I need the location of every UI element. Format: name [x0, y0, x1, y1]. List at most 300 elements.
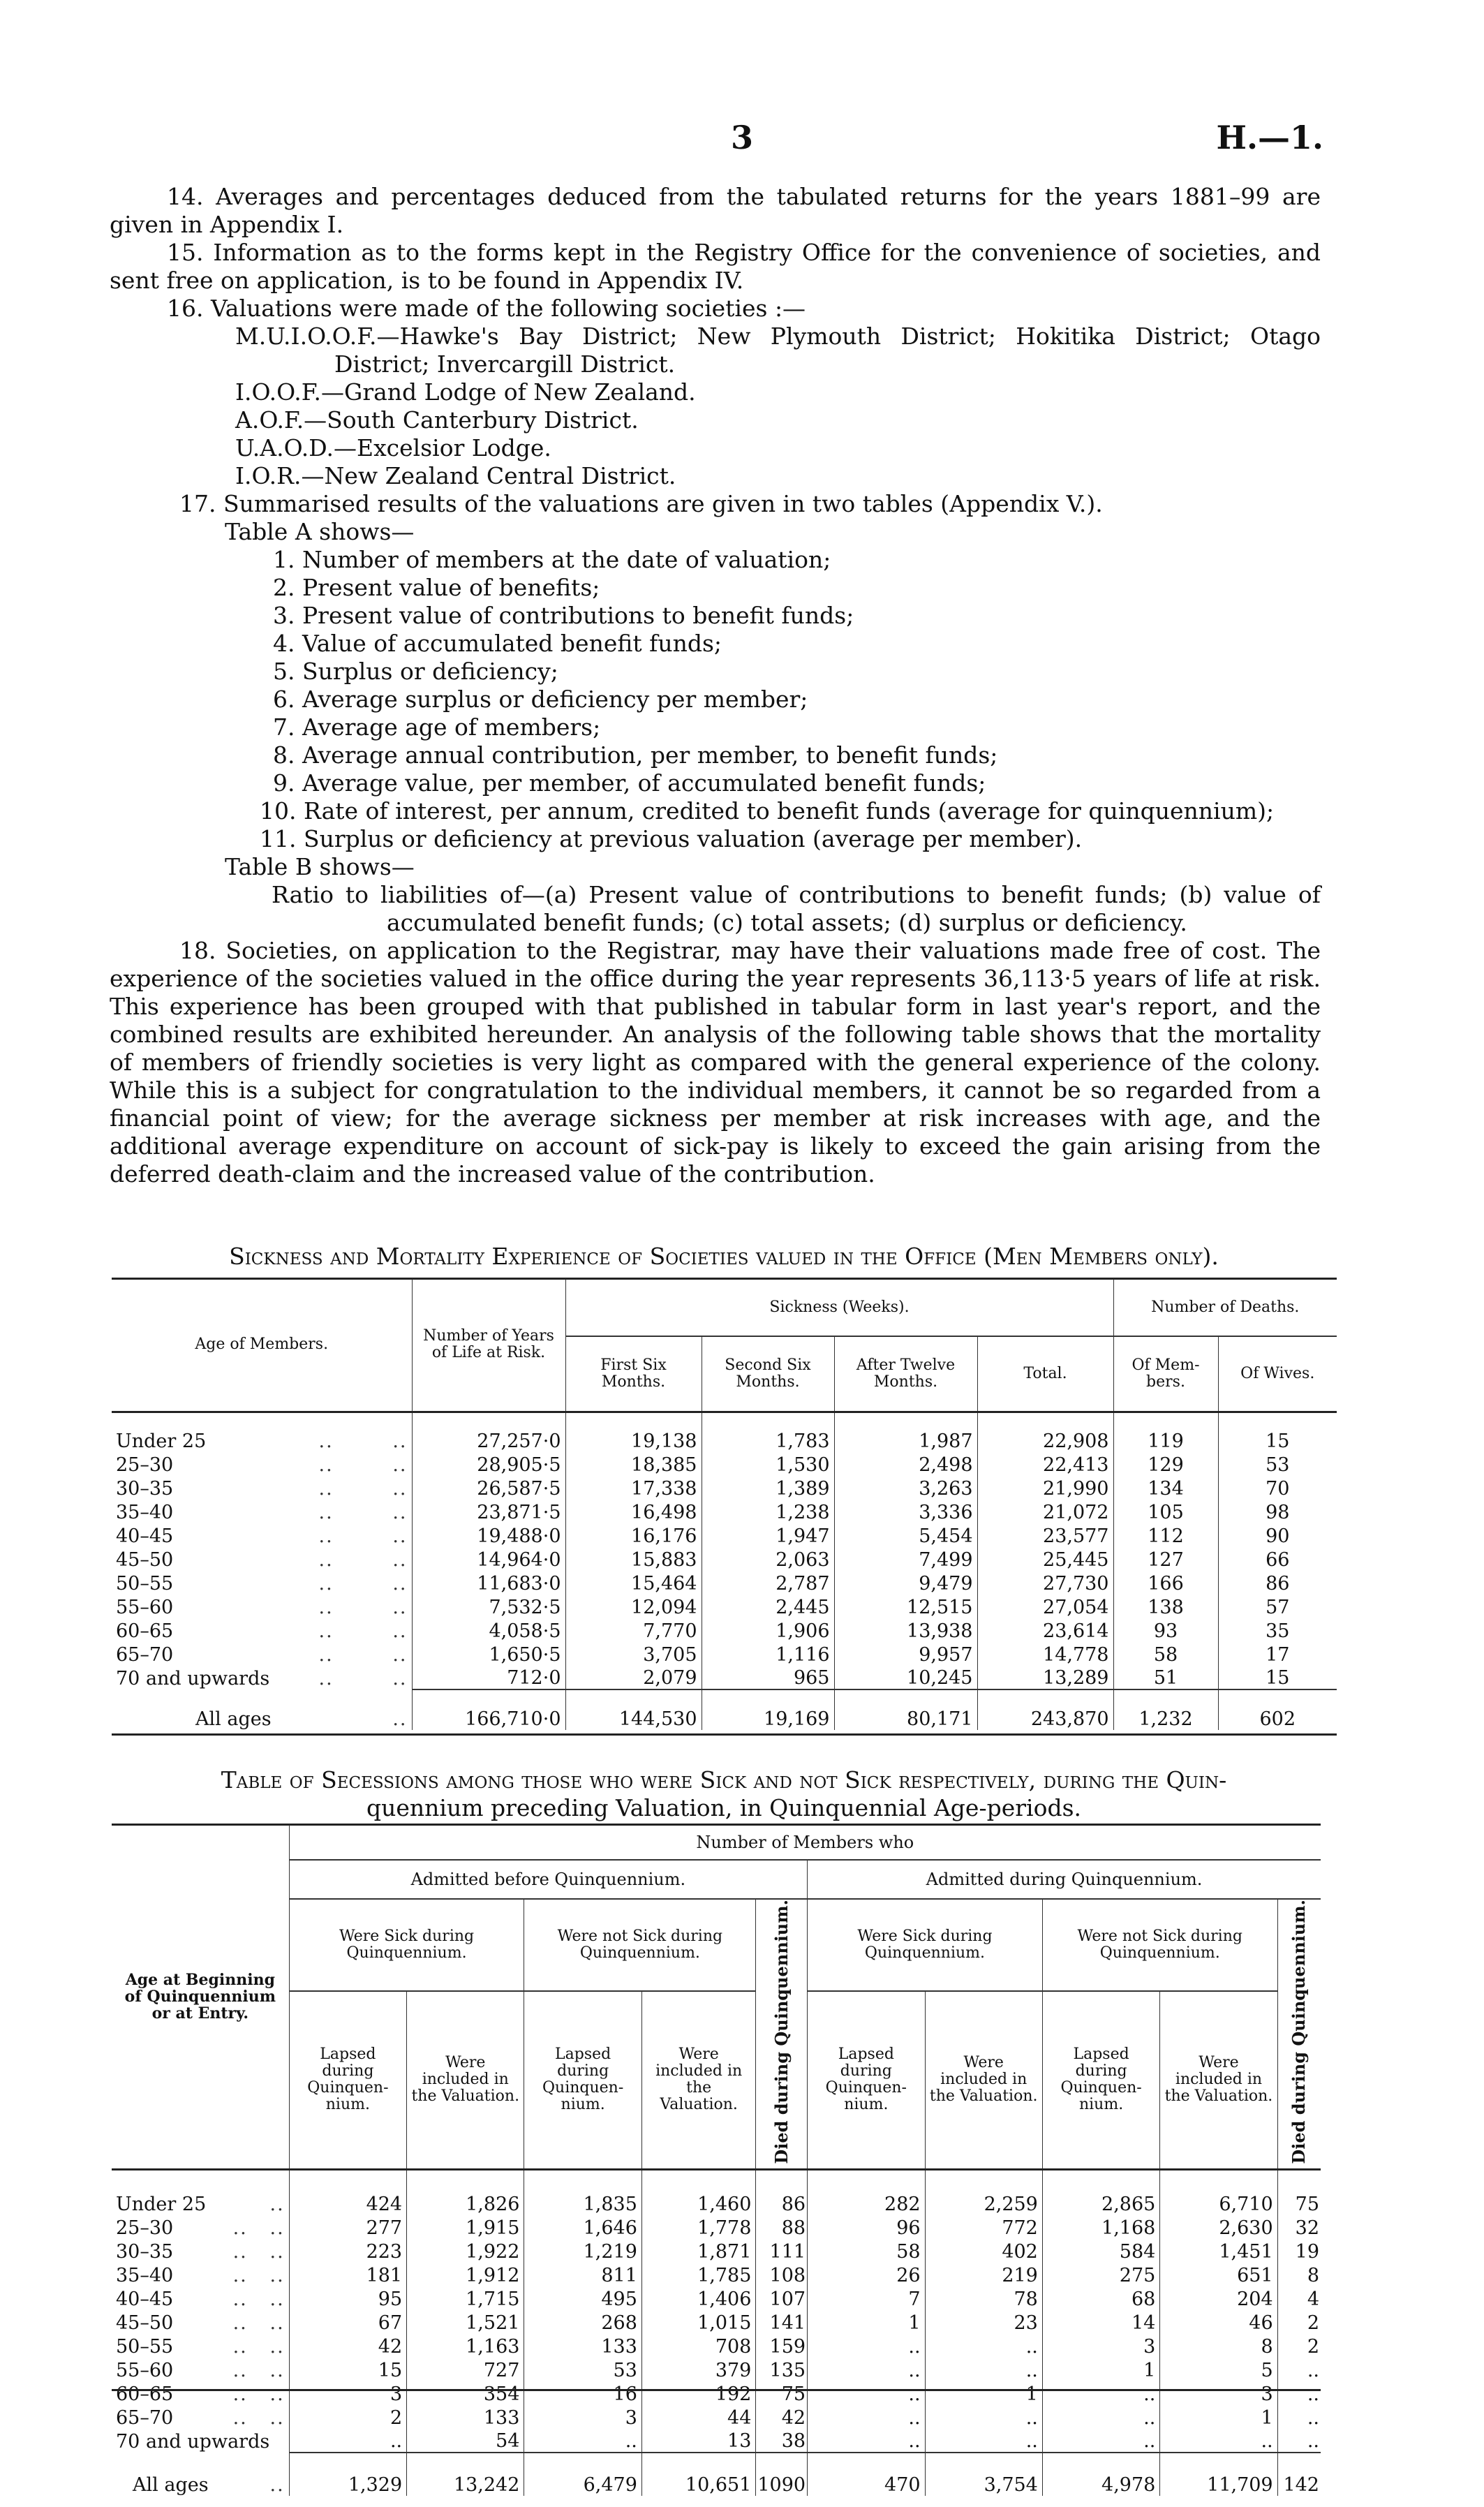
- value-cell: 6,710: [1160, 2169, 1277, 2215]
- leader-dots: .. ..: [318, 1525, 408, 1547]
- leader-dots: .. ..: [232, 2336, 285, 2358]
- age-cell: [112, 1500, 412, 1523]
- value-cell: 1: [925, 2381, 1042, 2405]
- of-members-cell: 105: [1113, 1500, 1218, 1523]
- age-label: 40–45: [116, 1525, 174, 1547]
- col-group-were-not-sick: Were not Sick during Quinquennium.: [1042, 1899, 1277, 1991]
- leader-dots: .. ..: [318, 1502, 408, 1523]
- table-row: [112, 1523, 1337, 1547]
- of-wives-cell: 53: [1218, 1452, 1337, 1476]
- table-row: [112, 2239, 1321, 2263]
- totals-row: [112, 1689, 1337, 1730]
- value-cell: ..: [1160, 2429, 1277, 2453]
- value-cell: 13,242: [407, 2453, 524, 2496]
- sickness-table: [112, 1279, 1337, 1730]
- total-cell: 22,413: [977, 1452, 1113, 1476]
- table-row: [112, 1618, 1337, 1642]
- list-item: 10. Rate of interest, per annum, credited to benefit funds (average for quinquennium);: [260, 797, 1275, 824]
- list-item: 8. Average annual contribution, per member, to benefit funds;: [273, 741, 998, 769]
- value-cell: ..: [808, 2381, 925, 2405]
- first-six-cell: 7,770: [565, 1618, 702, 1642]
- value-cell: 15: [289, 2358, 406, 2381]
- leader-dots: .. ..: [318, 1549, 408, 1571]
- died-cell: ..: [1277, 2381, 1321, 2405]
- value-cell: 424: [289, 2169, 406, 2215]
- age-cell: [112, 1476, 412, 1500]
- years-cell: 19,488·0: [412, 1523, 565, 1547]
- age-cell: [112, 2405, 289, 2429]
- value-cell: 1,168: [1042, 2215, 1159, 2239]
- second-six-cell: 1,116: [702, 1642, 834, 1666]
- after-twelve-cell: 3,336: [834, 1500, 977, 1523]
- age-label: 45–50: [116, 2312, 174, 2335]
- value-cell: 1,163: [407, 2334, 524, 2358]
- value-cell: 1,835: [524, 2169, 641, 2215]
- col-header-of-wives: Of Wives.: [1218, 1336, 1337, 1412]
- total-cell: 21,990: [977, 1476, 1113, 1500]
- age-cell: [112, 2239, 289, 2263]
- leader-dots: .. ..: [318, 1620, 408, 1642]
- col-header-age: Age of Members.: [195, 1336, 329, 1354]
- first-six-cell: 16,498: [565, 1500, 702, 1523]
- age-label: 55–60: [116, 1597, 174, 1618]
- society-item: I.O.R.—New Zealand Central District.: [235, 462, 676, 489]
- of-members-cell: 134: [1113, 1476, 1218, 1500]
- leader-dots: .. ..: [232, 2265, 285, 2287]
- body-text: [110, 183, 1321, 1188]
- years-cell: 712·0: [412, 1666, 565, 1689]
- value-cell: 53: [524, 2358, 641, 2381]
- table-b-text: Ratio to liabilities of—(a) Present value of contributions to benefit funds; (b) value of accumulated benefit funds; (c) total assets; (d) surplus or deficiency.: [272, 881, 1321, 936]
- leader-dots: .. ..: [232, 2241, 285, 2263]
- society-item: I.O.O.F.—Grand Lodge of New Zealand.: [235, 378, 696, 406]
- table-row: [112, 1476, 1337, 1500]
- value-cell: 1,406: [641, 2286, 755, 2310]
- of-members-cell: 138: [1113, 1595, 1218, 1618]
- value-cell: 1: [808, 2310, 925, 2334]
- total-cell: 23,577: [977, 1523, 1113, 1547]
- first-six-cell: 144,530: [565, 1689, 702, 1730]
- leader-dots: ..: [269, 2474, 285, 2497]
- table-bottom-rule: [112, 1733, 1337, 1736]
- leader-dots: .. ..: [318, 1430, 408, 1452]
- col-group-sickness: Sickness (Weeks).: [565, 1279, 1113, 1336]
- value-cell: 3: [524, 2405, 641, 2429]
- col-header-of-members: Of Mem-bers.: [1113, 1336, 1218, 1412]
- value-cell: 46: [1160, 2310, 1277, 2334]
- value-cell: 708: [641, 2334, 755, 2358]
- col-header-first-six: First Six Months.: [565, 1336, 702, 1412]
- age-cell: [112, 2453, 289, 2496]
- col-header-died: [1277, 1899, 1321, 2169]
- leader-dots: .. ..: [232, 2312, 285, 2335]
- table-row: [112, 2334, 1321, 2358]
- list-item: 4. Value of accumulated benefit funds;: [273, 630, 722, 657]
- table-bottom-rule: [112, 2389, 1321, 2391]
- of-members-cell: 119: [1113, 1412, 1218, 1452]
- age-label: 55–60: [116, 2360, 174, 2382]
- died-cell: 32: [1277, 2215, 1321, 2239]
- value-cell: 651: [1160, 2263, 1277, 2286]
- died-cell: ..: [1277, 2405, 1321, 2429]
- after-twelve-cell: 9,957: [834, 1642, 977, 1666]
- col-header-lapsed: Lapsed during Quinquen-nium.: [1042, 1991, 1159, 2169]
- leader-dots: .. ..: [232, 2383, 285, 2406]
- value-cell: 1,329: [289, 2453, 406, 2496]
- total-cell: 25,445: [977, 1547, 1113, 1571]
- value-cell: 68: [1042, 2286, 1159, 2310]
- age-label: 45–50: [116, 1549, 174, 1571]
- society-item: U.A.O.D.—Excelsior Lodge.: [235, 434, 551, 461]
- second-six-cell: 1,783: [702, 1412, 834, 1452]
- second-six-cell: 1,530: [702, 1452, 834, 1476]
- value-cell: 1: [1160, 2405, 1277, 2429]
- age-label: 70 and upwards: [116, 1668, 270, 1689]
- of-wives-cell: 15: [1218, 1666, 1337, 1689]
- leader-dots: .. ..: [318, 1454, 408, 1476]
- years-cell: 28,905·5: [412, 1452, 565, 1476]
- value-cell: 2,630: [1160, 2215, 1277, 2239]
- value-cell: 26: [808, 2263, 925, 2286]
- died-cell: 159: [756, 2334, 808, 2358]
- value-cell: 1,521: [407, 2310, 524, 2334]
- age-label: 65–70: [116, 1644, 174, 1666]
- col-header-total: Total.: [977, 1336, 1113, 1412]
- died-cell: 108: [756, 2263, 808, 2286]
- col-header-included: Were included in the Valuation.: [641, 1991, 755, 2169]
- col-header-lapsed: Lapsed during Quinquen-nium.: [289, 1991, 406, 2169]
- value-cell: ..: [1042, 2429, 1159, 2453]
- value-cell: ..: [925, 2405, 1042, 2429]
- document-code: H.—1.: [1216, 119, 1323, 156]
- paragraph-18: 18. Societies, on application to the Registrar, may have their valuations made free of cost. The experience of the societies valued in the office during the year represents 36,113·5 years of life at risk. This experience has been grouped with that published in tabular form in last year's report, and the combined results are exhibited hereunder. An analysis of the following table shows that the mortality of members of friendly societies is very light as compared with the general experience of the colony. While this is a subject for congratulation to the individual members, it cannot be so regarded from a financial point of view; for the average sickness per member at risk increases with age, and the additional average expenditure on account of sick-pay is likely to exceed the gain arising from the deferred death-claim and the increased value of the contribution.: [110, 937, 1321, 1188]
- value-cell: 2,259: [925, 2169, 1042, 2215]
- first-six-cell: 15,464: [565, 1571, 702, 1595]
- value-cell: 67: [289, 2310, 406, 2334]
- total-cell: 14,778: [977, 1642, 1113, 1666]
- age-cell: [112, 1689, 412, 1730]
- of-members-cell: 1,232: [1113, 1689, 1218, 1730]
- list-item: 11. Surplus or deficiency at previous valuation (average per member).: [260, 825, 1083, 852]
- value-cell: 44: [641, 2405, 755, 2429]
- age-cell: [112, 2169, 289, 2215]
- age-label: 60–65: [116, 2383, 174, 2406]
- value-cell: 402: [925, 2239, 1042, 2263]
- value-cell: 1,778: [641, 2215, 755, 2239]
- of-wives-cell: 86: [1218, 1571, 1337, 1595]
- of-wives-cell: 15: [1218, 1412, 1337, 1452]
- col-header-died-label: Died during Quinquennium.: [771, 1900, 792, 2164]
- died-cell: 86: [756, 2169, 808, 2215]
- value-cell: 1,785: [641, 2263, 755, 2286]
- total-cell: 13,289: [977, 1666, 1113, 1689]
- value-cell: ..: [524, 2429, 641, 2453]
- table-row: [112, 1500, 1337, 1523]
- died-cell: 19: [1277, 2239, 1321, 2263]
- after-twelve-cell: 7,499: [834, 1547, 977, 1571]
- leader-dots: .. ..: [318, 1644, 408, 1666]
- of-wives-cell: 57: [1218, 1595, 1337, 1618]
- col-header-included: Were included in the Valuation.: [407, 1991, 524, 2169]
- died-cell: 1090: [756, 2453, 808, 2496]
- of-wives-cell: 17: [1218, 1642, 1337, 1666]
- total-cell: 22,908: [977, 1412, 1113, 1452]
- of-wives-cell: 98: [1218, 1500, 1337, 1523]
- after-twelve-cell: 12,515: [834, 1595, 977, 1618]
- age-label: 25–30: [116, 2217, 174, 2240]
- age-cell: [112, 2215, 289, 2239]
- table-row: [112, 1412, 1337, 1452]
- list-item: 1. Number of members at the date of valuation;: [273, 546, 831, 573]
- total-cell: 21,072: [977, 1500, 1113, 1523]
- value-cell: ..: [289, 2429, 406, 2453]
- age-label: 40–45: [116, 2288, 174, 2311]
- years-cell: 4,058·5: [412, 1618, 565, 1642]
- died-cell: 4: [1277, 2286, 1321, 2310]
- first-six-cell: 2,079: [565, 1666, 702, 1689]
- value-cell: ..: [808, 2358, 925, 2381]
- table-row: [112, 1595, 1337, 1618]
- age-label: 30–35: [116, 2241, 174, 2263]
- age-cell: [112, 1595, 412, 1618]
- first-six-cell: 12,094: [565, 1595, 702, 1618]
- value-cell: 379: [641, 2358, 755, 2381]
- age-cell: [112, 2334, 289, 2358]
- value-cell: 4,978: [1042, 2453, 1159, 2496]
- second-six-cell: 2,063: [702, 1547, 834, 1571]
- value-cell: 42: [289, 2334, 406, 2358]
- after-twelve-cell: 5,454: [834, 1523, 977, 1547]
- value-cell: ..: [1042, 2381, 1159, 2405]
- first-six-cell: 15,883: [565, 1547, 702, 1571]
- after-twelve-cell: 10,245: [834, 1666, 977, 1689]
- value-cell: 1,451: [1160, 2239, 1277, 2263]
- value-cell: 133: [524, 2334, 641, 2358]
- second-six-cell: 965: [702, 1666, 834, 1689]
- value-cell: 470: [808, 2453, 925, 2496]
- list-item: 3. Present value of contributions to benefit funds;: [273, 602, 854, 629]
- value-cell: 6,479: [524, 2453, 641, 2496]
- value-cell: 1,646: [524, 2215, 641, 2239]
- sickness-table-body: [112, 1412, 1337, 1730]
- value-cell: 8: [1160, 2334, 1277, 2358]
- col-header-second-six: Second Six Months.: [702, 1336, 834, 1412]
- total-cell: 23,614: [977, 1618, 1113, 1642]
- value-cell: ..: [1042, 2405, 1159, 2429]
- value-cell: 2,865: [1042, 2169, 1159, 2215]
- secessions-table-title-line1: Table of Secessions among those who were Sick and not Sick respectively, during the Quin-: [221, 1766, 1227, 1794]
- age-cell: [112, 2429, 289, 2453]
- table-row: [112, 2169, 1321, 2215]
- table-row: [112, 1642, 1337, 1666]
- value-cell: 13: [641, 2429, 755, 2453]
- value-cell: 11,709: [1160, 2453, 1277, 2496]
- secessions-table: [112, 1825, 1321, 2496]
- after-twelve-cell: 80,171: [834, 1689, 977, 1730]
- table-row: [112, 2286, 1321, 2310]
- value-cell: 192: [641, 2381, 755, 2405]
- table-row: [112, 2405, 1321, 2429]
- value-cell: 3: [1042, 2334, 1159, 2358]
- paragraph-16-intro: 16. Valuations were made of the following societies :—: [167, 295, 806, 322]
- table-a-list: [110, 546, 1321, 853]
- age-label: 35–40: [116, 1502, 174, 1523]
- total-cell: 27,730: [977, 1571, 1113, 1595]
- value-cell: 7: [808, 2286, 925, 2310]
- died-cell: 38: [756, 2429, 808, 2453]
- col-group-admitted-before: Admitted before Quinquennium.: [289, 1860, 807, 1899]
- col-group-were-sick: Were Sick during Quinquennium.: [289, 1899, 524, 1991]
- table-row: [112, 2310, 1321, 2334]
- table-row: [112, 2429, 1321, 2453]
- second-six-cell: 1,906: [702, 1618, 834, 1642]
- table-row: [112, 1571, 1337, 1595]
- age-label: Under 25: [116, 2194, 207, 2216]
- years-cell: 23,871·5: [412, 1500, 565, 1523]
- after-twelve-cell: 9,479: [834, 1571, 977, 1595]
- of-wives-cell: 70: [1218, 1476, 1337, 1500]
- table-row: [112, 2263, 1321, 2286]
- value-cell: 14: [1042, 2310, 1159, 2334]
- age-label: All ages: [133, 2474, 209, 2497]
- table-b-label: Table B shows—: [225, 853, 415, 880]
- value-cell: 204: [1160, 2286, 1277, 2310]
- value-cell: 78: [925, 2286, 1042, 2310]
- second-six-cell: 1,389: [702, 1476, 834, 1500]
- age-cell: [112, 1523, 412, 1547]
- value-cell: 1,715: [407, 2286, 524, 2310]
- age-cell: [112, 2358, 289, 2381]
- died-cell: 75: [1277, 2169, 1321, 2215]
- society-item: M.U.I.O.O.F.—Hawke's Bay District; New Plymouth District; Hokitika District; Otago District; Invercargill District.: [235, 323, 1321, 378]
- value-cell: ..: [808, 2405, 925, 2429]
- value-cell: 282: [808, 2169, 925, 2215]
- table-row: [112, 2381, 1321, 2405]
- value-cell: 1: [1042, 2358, 1159, 2381]
- age-cell: [112, 1618, 412, 1642]
- of-members-cell: 51: [1113, 1666, 1218, 1689]
- died-cell: 75: [756, 2381, 808, 2405]
- col-group-were-sick: Were Sick during Quinquennium.: [808, 1899, 1043, 1991]
- of-wives-cell: 35: [1218, 1618, 1337, 1642]
- years-cell: 27,257·0: [412, 1412, 565, 1452]
- value-cell: 23: [925, 2310, 1042, 2334]
- secessions-table-body: [112, 2169, 1321, 2496]
- first-six-cell: 17,338: [565, 1476, 702, 1500]
- sickness-table-title: Sickness and Mortality Experience of Societies valued in the Office (Men Members only).: [229, 1243, 1219, 1270]
- value-cell: 772: [925, 2215, 1042, 2239]
- value-cell: 1,922: [407, 2239, 524, 2263]
- years-cell: 7,532·5: [412, 1595, 565, 1618]
- value-cell: 3: [1160, 2381, 1277, 2405]
- table-row: [112, 1666, 1337, 1689]
- of-wives-cell: 90: [1218, 1523, 1337, 1547]
- value-cell: 16: [524, 2381, 641, 2405]
- list-item: 6. Average surplus or deficiency per member;: [273, 686, 808, 713]
- died-cell: 107: [756, 2286, 808, 2310]
- value-cell: 54: [407, 2429, 524, 2453]
- value-cell: 5: [1160, 2358, 1277, 2381]
- of-members-cell: 127: [1113, 1547, 1218, 1571]
- of-members-cell: 112: [1113, 1523, 1218, 1547]
- died-cell: 2: [1277, 2334, 1321, 2358]
- died-cell: 142: [1277, 2453, 1321, 2496]
- age-label: 70 and upwards: [116, 2431, 270, 2453]
- value-cell: 1,219: [524, 2239, 641, 2263]
- age-label: 50–55: [116, 1573, 174, 1595]
- age-label: Under 25: [116, 1430, 207, 1452]
- col-header-died-label: Died during Quinquennium.: [1289, 1900, 1309, 2164]
- page-number: 3: [730, 119, 753, 156]
- value-cell: ..: [925, 2429, 1042, 2453]
- first-six-cell: 3,705: [565, 1642, 702, 1666]
- died-cell: ..: [1277, 2429, 1321, 2453]
- age-cell: [112, 1642, 412, 1666]
- leader-dots: .. ..: [318, 1478, 408, 1500]
- after-twelve-cell: 13,938: [834, 1618, 977, 1642]
- col-header-lapsed: Lapsed during Quinquen-nium.: [524, 1991, 641, 2169]
- of-wives-cell: 66: [1218, 1547, 1337, 1571]
- col-group-were-not-sick: Were not Sick during Quinquennium.: [524, 1899, 756, 1991]
- col-header-age-at-beginning: Age at Beginning of Quinquennium or at Entry.: [124, 1970, 276, 2022]
- age-cell: [112, 1666, 412, 1689]
- leader-dots: ..: [269, 2194, 285, 2216]
- value-cell: ..: [808, 2429, 925, 2453]
- value-cell: 354: [407, 2381, 524, 2405]
- died-cell: 2: [1277, 2310, 1321, 2334]
- value-cell: 2: [289, 2405, 406, 2429]
- value-cell: 1,912: [407, 2263, 524, 2286]
- table-row: [112, 1547, 1337, 1571]
- value-cell: ..: [925, 2334, 1042, 2358]
- value-cell: 1,871: [641, 2239, 755, 2263]
- value-cell: 58: [808, 2239, 925, 2263]
- value-cell: 10,651: [641, 2453, 755, 2496]
- col-header-after-twelve: After Twelve Months.: [834, 1336, 977, 1412]
- col-header-died: [756, 1899, 808, 2169]
- list-item: 7. Average age of members;: [273, 713, 601, 741]
- died-cell: 141: [756, 2310, 808, 2334]
- value-cell: 811: [524, 2263, 641, 2286]
- totals-row: [112, 2453, 1321, 2496]
- of-members-cell: 58: [1113, 1642, 1218, 1666]
- age-cell: [112, 1547, 412, 1571]
- total-cell: 243,870: [977, 1689, 1113, 1730]
- age-label: 50–55: [116, 2336, 174, 2358]
- after-twelve-cell: 2,498: [834, 1452, 977, 1476]
- col-group-members-who: Number of Members who: [289, 1825, 1321, 1860]
- leader-dots: .. ..: [318, 1573, 408, 1595]
- of-members-cell: 93: [1113, 1618, 1218, 1642]
- age-cell: [112, 2286, 289, 2310]
- table-row: [112, 1452, 1337, 1476]
- leader-dots: .. ..: [232, 2217, 285, 2240]
- age-cell: [112, 2310, 289, 2334]
- society-item: A.O.F.—South Canterbury District.: [235, 406, 639, 434]
- died-cell: 88: [756, 2215, 808, 2239]
- age-label: 25–30: [116, 1454, 174, 1476]
- value-cell: 584: [1042, 2239, 1159, 2263]
- leader-dots: .. ..: [232, 2360, 285, 2382]
- first-six-cell: 19,138: [565, 1412, 702, 1452]
- list-item: 9. Average value, per member, of accumulated benefit funds;: [273, 769, 986, 797]
- after-twelve-cell: 3,263: [834, 1476, 977, 1500]
- leader-dots: .. ..: [232, 2288, 285, 2311]
- years-cell: 166,710·0: [412, 1689, 565, 1730]
- list-item: 2. Present value of benefits;: [273, 574, 600, 601]
- years-cell: 1,650·5: [412, 1642, 565, 1666]
- age-label: 60–65: [116, 1620, 174, 1642]
